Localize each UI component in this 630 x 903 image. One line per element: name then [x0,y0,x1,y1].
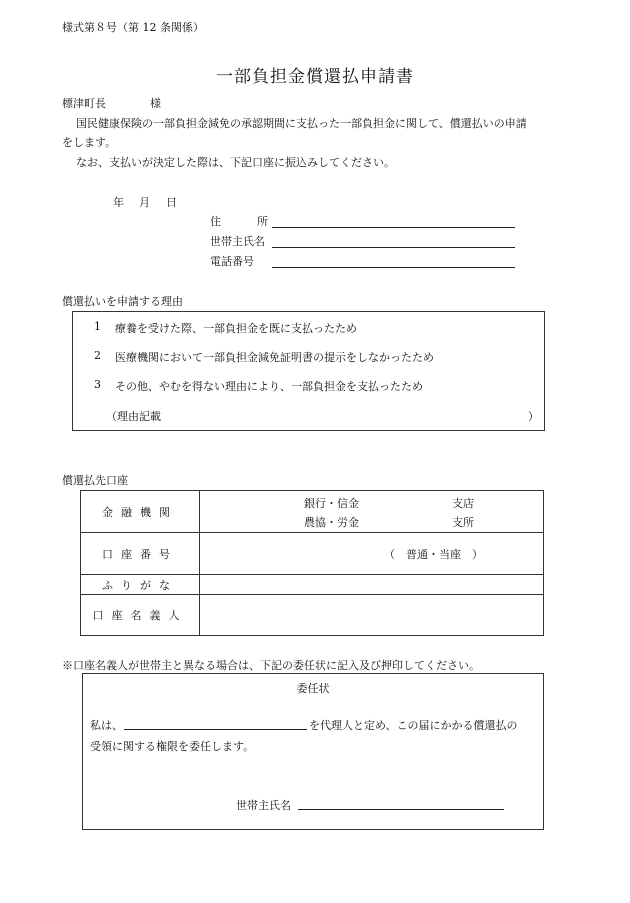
account-row-furigana [81,575,544,595]
furigana-label: ふりがな [81,575,200,595]
account-row-holder [81,595,544,636]
reason-item-1-text[interactable]: 療養を受けた際、一部負担金を既に支払ったため [115,322,357,335]
account-row-number [81,533,544,575]
phone-label: 電話番号 [210,255,254,268]
proxy-text-prefix: 私は、 [90,719,123,732]
account-number-label: 口座番号 [81,533,200,575]
institution-label: 金融機関 [81,491,200,533]
addressee-name: 標津町長 [62,97,106,110]
reason-detail-close: ） [528,410,539,423]
reason-item-3-text[interactable]: その他、やむを得ない理由により、一部負担金を支払ったため [115,380,423,393]
date-month-label: 月 [139,196,150,209]
account-row-institution [81,491,544,533]
account-table [80,490,544,636]
proxy-text-line-2: 受領に関する権限を委任します。 [90,740,255,753]
branch-label: 支店 [452,497,474,510]
reason-item-2-text[interactable]: 医療機関において一部負担金減免証明書の提示をしなかったため [115,351,434,364]
account-heading: 償還払先口座 [62,474,128,487]
reason-heading: 償還払いを申請する理由 [62,295,183,308]
account-type-text[interactable]: （ 普通・当座 ） [384,548,483,561]
reason-item-2-number: 2 [94,349,101,362]
account-holder-label: 口座名義人 [81,595,200,636]
householder-name-label: 世帯主氏名 [210,235,265,248]
proxy-householder-label: 世帯主氏名 [236,799,291,812]
agri-label: 農協・労金 [304,516,359,529]
phone-field[interactable] [272,267,515,268]
body-line-2: をします。 [62,136,117,149]
form-number: 様式第８号（第 12 条関係） [62,21,204,34]
proxy-title: 委任状 [296,682,330,695]
document-title: 一部負担金償還払申請書 [216,67,414,87]
proxy-text-suffix: を代理人と定め、この届にかかる償還払の [309,719,518,732]
reason-item-1-number: 1 [94,320,101,333]
date-year-label: 年 [113,196,124,209]
furigana-cell[interactable] [200,575,544,595]
institution-cell[interactable] [200,491,544,533]
account-number-cell[interactable] [200,533,544,575]
date-day-label: 日 [166,196,177,209]
proxy-agent-name-field[interactable] [124,729,307,730]
addressee-honorific: 様 [150,97,161,110]
address-field[interactable] [272,227,515,228]
address-label-2: 所 [257,215,268,228]
proxy-householder-field[interactable] [298,809,504,810]
householder-name-field[interactable] [272,247,515,248]
bank-label: 銀行・信金 [304,497,359,510]
address-label-1: 住 [210,215,221,228]
body-line-3: なお、支払いが決定した際は、下記口座に振込みしてください。 [76,156,395,169]
reason-item-3-number: 3 [94,378,101,391]
office-label: 支所 [452,516,474,529]
reason-detail-open: （理由記載 [106,410,161,423]
body-line-1: 国民健康保険の一部負担金減免の承認期間に支払った一部負担金に関して、償還払いの申請 [76,117,527,130]
proxy-note: ※口座名義人が世帯主と異なる場合は、下記の委任状に記入及び押印してください。 [62,659,480,672]
account-holder-cell[interactable] [200,595,544,636]
